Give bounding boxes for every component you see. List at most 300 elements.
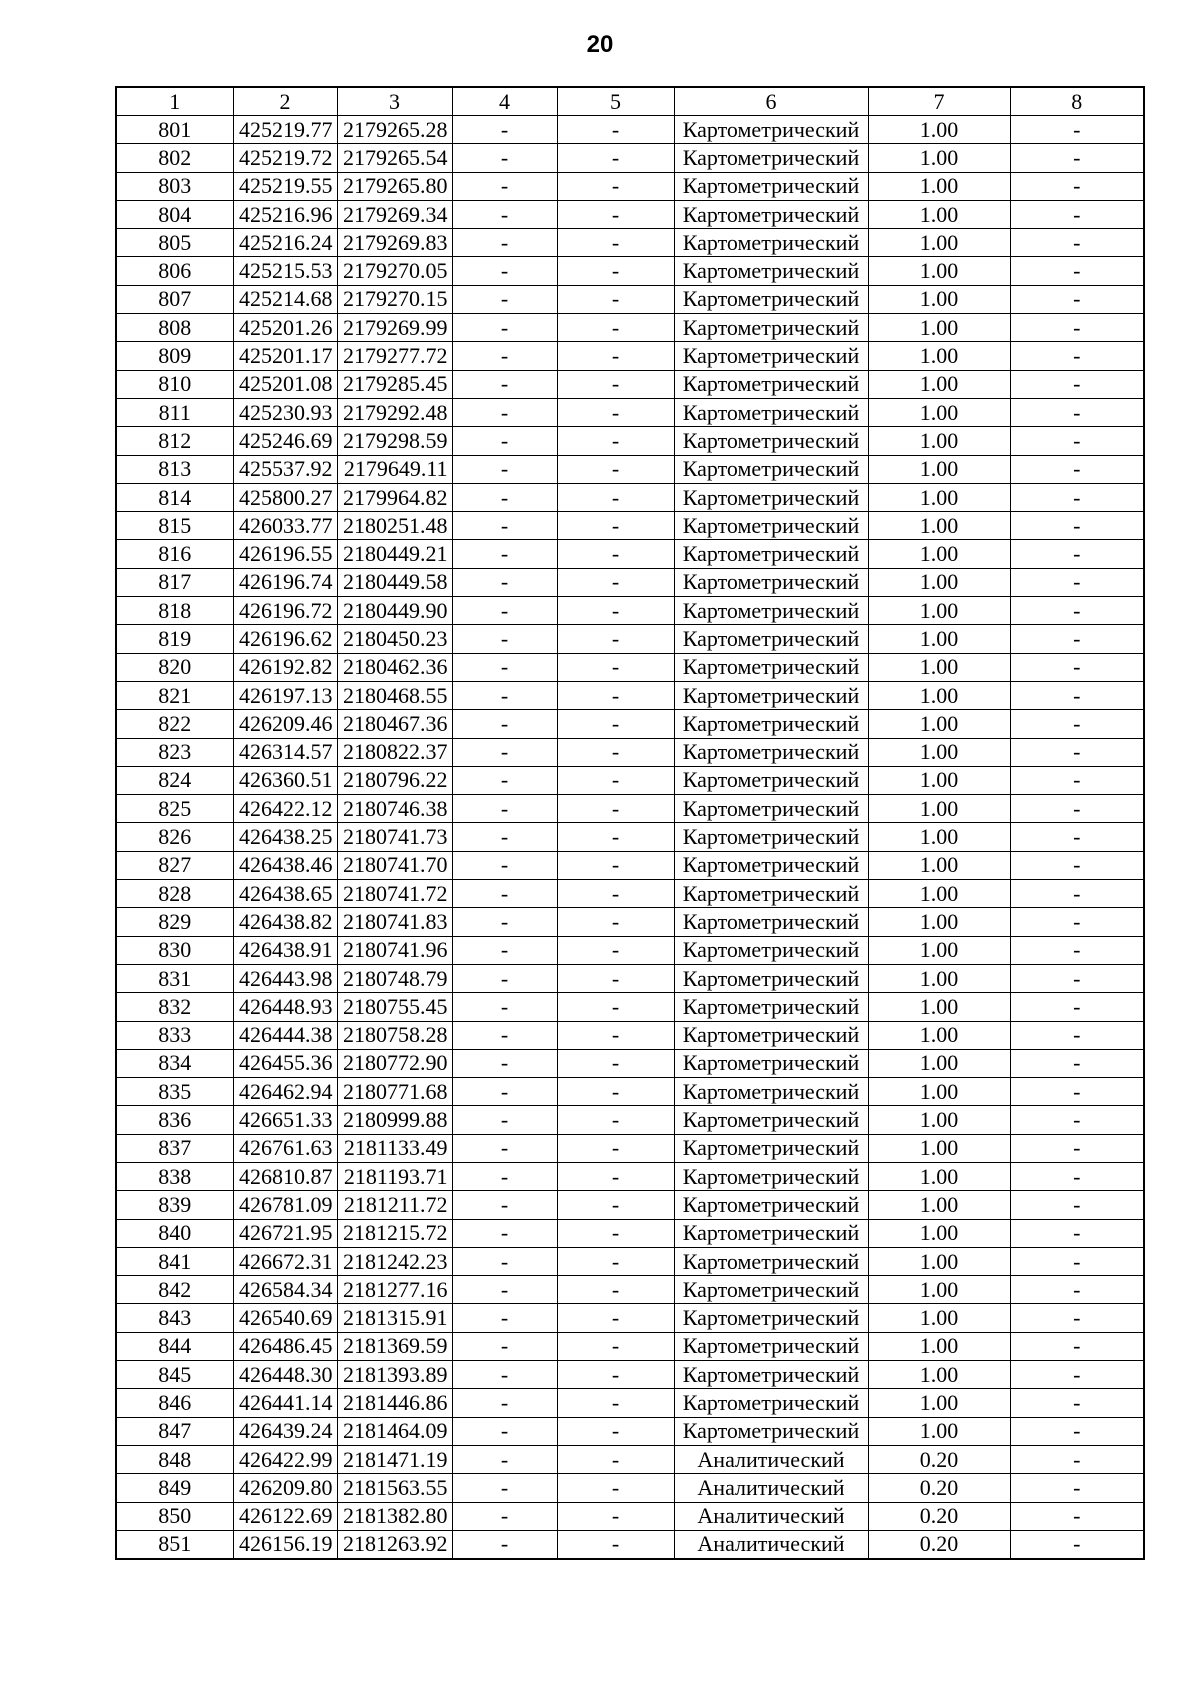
column-4-cell: -	[452, 200, 557, 228]
table-row	[116, 455, 1144, 483]
y-coordinate-cell: 2181563.55	[337, 1474, 452, 1502]
accuracy-cell: 1.00	[868, 1049, 1010, 1077]
y-coordinate-cell: 2181382.80	[337, 1502, 452, 1530]
table-row	[116, 1332, 1144, 1360]
table-row	[116, 993, 1144, 1021]
coordinates-table	[115, 86, 1145, 1560]
point-number-cell: 831	[116, 964, 233, 992]
accuracy-cell: 0.20	[868, 1502, 1010, 1530]
point-number-cell: 823	[116, 738, 233, 766]
table-row	[116, 710, 1144, 738]
column-4-cell: -	[452, 964, 557, 992]
x-coordinate-cell: 426540.69	[233, 1304, 337, 1332]
column-4-cell: -	[452, 1134, 557, 1162]
point-number-cell: 805	[116, 229, 233, 257]
y-coordinate-cell: 2180772.90	[337, 1049, 452, 1077]
y-coordinate-cell: 2181369.59	[337, 1332, 452, 1360]
column-8-cell: -	[1010, 285, 1144, 313]
column-8-cell: -	[1010, 738, 1144, 766]
point-number-cell: 819	[116, 625, 233, 653]
point-number-cell: 841	[116, 1247, 233, 1275]
y-coordinate-cell: 2180755.45	[337, 993, 452, 1021]
point-number-cell: 840	[116, 1219, 233, 1247]
table-row	[116, 597, 1144, 625]
accuracy-cell: 1.00	[868, 398, 1010, 426]
column-5-cell: -	[557, 540, 674, 568]
method-cell: Картометрический	[674, 597, 868, 625]
table-row	[116, 1445, 1144, 1473]
x-coordinate-cell: 425216.24	[233, 229, 337, 257]
y-coordinate-cell: 2180468.55	[337, 681, 452, 709]
column-5-cell: -	[557, 144, 674, 172]
y-coordinate-cell: 2180746.38	[337, 795, 452, 823]
method-cell: Картометрический	[674, 738, 868, 766]
y-coordinate-cell: 2180449.21	[337, 540, 452, 568]
accuracy-cell: 1.00	[868, 766, 1010, 794]
table-row	[116, 936, 1144, 964]
y-coordinate-cell: 2181315.91	[337, 1304, 452, 1332]
table-row	[116, 568, 1144, 596]
x-coordinate-cell: 425201.26	[233, 314, 337, 342]
table-row	[116, 398, 1144, 426]
column-8-cell: -	[1010, 427, 1144, 455]
x-coordinate-cell: 426443.98	[233, 964, 337, 992]
y-coordinate-cell: 2179649.11	[337, 455, 452, 483]
table-row	[116, 823, 1144, 851]
accuracy-cell: 1.00	[868, 342, 1010, 370]
table-row	[116, 681, 1144, 709]
y-coordinate-cell: 2180467.36	[337, 710, 452, 738]
method-cell: Картометрический	[674, 681, 868, 709]
accuracy-cell: 1.00	[868, 681, 1010, 709]
column-4-cell: -	[452, 766, 557, 794]
x-coordinate-cell: 426462.94	[233, 1078, 337, 1106]
point-number-cell: 821	[116, 681, 233, 709]
column-4-cell: -	[452, 483, 557, 511]
y-coordinate-cell: 2181215.72	[337, 1219, 452, 1247]
table-row	[116, 1191, 1144, 1219]
column-8-cell: -	[1010, 993, 1144, 1021]
column-4-cell: -	[452, 908, 557, 936]
x-coordinate-cell: 425800.27	[233, 483, 337, 511]
method-cell: Картометрический	[674, 766, 868, 794]
column-4-cell: -	[452, 568, 557, 596]
accuracy-cell: 1.00	[868, 1219, 1010, 1247]
table-row	[116, 880, 1144, 908]
column-8-cell: -	[1010, 398, 1144, 426]
accuracy-cell: 1.00	[868, 1389, 1010, 1417]
method-cell: Картометрический	[674, 851, 868, 879]
accuracy-cell: 1.00	[868, 144, 1010, 172]
accuracy-cell: 1.00	[868, 908, 1010, 936]
column-8-cell: -	[1010, 851, 1144, 879]
x-coordinate-cell: 425215.53	[233, 257, 337, 285]
column-5-cell: -	[557, 936, 674, 964]
y-coordinate-cell: 2179270.15	[337, 285, 452, 313]
point-number-cell: 846	[116, 1389, 233, 1417]
table-row	[116, 200, 1144, 228]
y-coordinate-cell: 2180741.83	[337, 908, 452, 936]
y-coordinate-cell: 2180741.72	[337, 880, 452, 908]
x-coordinate-cell: 426156.19	[233, 1530, 337, 1559]
column-4-cell: -	[452, 1276, 557, 1304]
point-number-cell: 804	[116, 200, 233, 228]
x-coordinate-cell: 426360.51	[233, 766, 337, 794]
accuracy-cell: 1.00	[868, 795, 1010, 823]
column-5-cell: -	[557, 1530, 674, 1559]
column-4-cell: -	[452, 710, 557, 738]
column-4-cell: -	[452, 851, 557, 879]
accuracy-cell: 1.00	[868, 653, 1010, 681]
x-coordinate-cell: 426122.69	[233, 1502, 337, 1530]
point-number-cell: 843	[116, 1304, 233, 1332]
accuracy-cell: 1.00	[868, 1332, 1010, 1360]
column-4-cell: -	[452, 1106, 557, 1134]
method-cell: Картометрический	[674, 285, 868, 313]
point-number-cell: 851	[116, 1530, 233, 1559]
column-5-cell: -	[557, 710, 674, 738]
y-coordinate-cell: 2180741.70	[337, 851, 452, 879]
x-coordinate-cell: 426314.57	[233, 738, 337, 766]
method-cell: Картометрический	[674, 1106, 868, 1134]
table-row	[116, 370, 1144, 398]
y-coordinate-cell: 2180748.79	[337, 964, 452, 992]
method-cell: Картометрический	[674, 964, 868, 992]
point-number-cell: 815	[116, 512, 233, 540]
method-cell: Картометрический	[674, 1417, 868, 1445]
point-number-cell: 848	[116, 1445, 233, 1473]
x-coordinate-cell: 426209.46	[233, 710, 337, 738]
column-8-cell: -	[1010, 172, 1144, 200]
method-cell: Картометрический	[674, 653, 868, 681]
x-coordinate-cell: 425230.93	[233, 398, 337, 426]
column-8-cell: -	[1010, 795, 1144, 823]
column-5-cell: -	[557, 1021, 674, 1049]
accuracy-cell: 1.00	[868, 314, 1010, 342]
column-8-cell: -	[1010, 625, 1144, 653]
table-row	[116, 1106, 1144, 1134]
method-cell: Картометрический	[674, 144, 868, 172]
method-cell: Картометрический	[674, 1361, 868, 1389]
x-coordinate-cell: 426209.80	[233, 1474, 337, 1502]
accuracy-cell: 1.00	[868, 1078, 1010, 1106]
column-5-cell: -	[557, 681, 674, 709]
x-coordinate-cell: 426033.77	[233, 512, 337, 540]
method-cell: Картометрический	[674, 1247, 868, 1275]
table-row	[116, 1417, 1144, 1445]
accuracy-cell: 1.00	[868, 229, 1010, 257]
column-4-cell: -	[452, 823, 557, 851]
y-coordinate-cell: 2181464.09	[337, 1417, 452, 1445]
column-header-6: 6	[674, 87, 868, 116]
table-row	[116, 1021, 1144, 1049]
column-8-cell: -	[1010, 116, 1144, 144]
table-row	[116, 625, 1144, 653]
column-4-cell: -	[452, 1219, 557, 1247]
accuracy-cell: 1.00	[868, 710, 1010, 738]
x-coordinate-cell: 425537.92	[233, 455, 337, 483]
column-8-cell: -	[1010, 1078, 1144, 1106]
column-5-cell: -	[557, 229, 674, 257]
x-coordinate-cell: 426721.95	[233, 1219, 337, 1247]
column-5-cell: -	[557, 512, 674, 540]
y-coordinate-cell: 2179269.83	[337, 229, 452, 257]
method-cell: Картометрический	[674, 483, 868, 511]
column-5-cell: -	[557, 908, 674, 936]
column-4-cell: -	[452, 1304, 557, 1332]
column-header-7: 7	[868, 87, 1010, 116]
method-cell: Картометрический	[674, 993, 868, 1021]
column-4-cell: -	[452, 1530, 557, 1559]
x-coordinate-cell: 426438.46	[233, 851, 337, 879]
method-cell: Картометрический	[674, 1162, 868, 1190]
accuracy-cell: 1.00	[868, 540, 1010, 568]
x-coordinate-cell: 426196.62	[233, 625, 337, 653]
table-row	[116, 1276, 1144, 1304]
column-5-cell: -	[557, 1049, 674, 1077]
x-coordinate-cell: 426441.14	[233, 1389, 337, 1417]
method-cell: Картометрический	[674, 710, 868, 738]
method-cell: Картометрический	[674, 1304, 868, 1332]
column-4-cell: -	[452, 653, 557, 681]
accuracy-cell: 1.00	[868, 370, 1010, 398]
table-row	[116, 1530, 1144, 1559]
column-5-cell: -	[557, 257, 674, 285]
table-row	[116, 1474, 1144, 1502]
point-number-cell: 842	[116, 1276, 233, 1304]
method-cell: Картометрический	[674, 370, 868, 398]
point-number-cell: 811	[116, 398, 233, 426]
point-number-cell: 836	[116, 1106, 233, 1134]
y-coordinate-cell: 2179298.59	[337, 427, 452, 455]
column-5-cell: -	[557, 1162, 674, 1190]
point-number-cell: 808	[116, 314, 233, 342]
y-coordinate-cell: 2179269.99	[337, 314, 452, 342]
point-number-cell: 803	[116, 172, 233, 200]
accuracy-cell: 1.00	[868, 1247, 1010, 1275]
y-coordinate-cell: 2179265.28	[337, 116, 452, 144]
method-cell: Картометрический	[674, 342, 868, 370]
point-number-cell: 813	[116, 455, 233, 483]
method-cell: Картометрический	[674, 116, 868, 144]
x-coordinate-cell: 426448.93	[233, 993, 337, 1021]
point-number-cell: 830	[116, 936, 233, 964]
accuracy-cell: 1.00	[868, 1021, 1010, 1049]
table-row	[116, 1361, 1144, 1389]
x-coordinate-cell: 426197.13	[233, 681, 337, 709]
y-coordinate-cell: 2181446.86	[337, 1389, 452, 1417]
y-coordinate-cell: 2180822.37	[337, 738, 452, 766]
column-5-cell: -	[557, 1361, 674, 1389]
y-coordinate-cell: 2181277.16	[337, 1276, 452, 1304]
column-header-2: 2	[233, 87, 337, 116]
column-4-cell: -	[452, 1389, 557, 1417]
x-coordinate-cell: 426781.09	[233, 1191, 337, 1219]
column-5-cell: -	[557, 964, 674, 992]
y-coordinate-cell: 2181193.71	[337, 1162, 452, 1190]
column-5-cell: -	[557, 1106, 674, 1134]
column-4-cell: -	[452, 1078, 557, 1106]
column-4-cell: -	[452, 625, 557, 653]
point-number-cell: 814	[116, 483, 233, 511]
x-coordinate-cell: 426196.72	[233, 597, 337, 625]
method-cell: Картометрический	[674, 1049, 868, 1077]
method-cell: Картометрический	[674, 1078, 868, 1106]
accuracy-cell: 1.00	[868, 568, 1010, 596]
x-coordinate-cell: 426448.30	[233, 1361, 337, 1389]
table-row	[116, 1134, 1144, 1162]
table-row	[116, 1078, 1144, 1106]
column-8-cell: -	[1010, 540, 1144, 568]
point-number-cell: 820	[116, 653, 233, 681]
column-4-cell: -	[452, 229, 557, 257]
column-4-cell: -	[452, 1332, 557, 1360]
column-4-cell: -	[452, 512, 557, 540]
column-8-cell: -	[1010, 1134, 1144, 1162]
method-cell: Картометрический	[674, 398, 868, 426]
accuracy-cell: 0.20	[868, 1474, 1010, 1502]
method-cell: Картометрический	[674, 172, 868, 200]
column-5-cell: -	[557, 1445, 674, 1473]
column-4-cell: -	[452, 795, 557, 823]
accuracy-cell: 1.00	[868, 483, 1010, 511]
column-5-cell: -	[557, 427, 674, 455]
table-row	[116, 851, 1144, 879]
column-4-cell: -	[452, 1162, 557, 1190]
method-cell: Картометрический	[674, 908, 868, 936]
column-4-cell: -	[452, 1247, 557, 1275]
point-number-cell: 802	[116, 144, 233, 172]
column-8-cell: -	[1010, 1445, 1144, 1473]
point-number-cell: 833	[116, 1021, 233, 1049]
x-coordinate-cell: 425201.17	[233, 342, 337, 370]
table-row	[116, 1247, 1144, 1275]
method-cell: Картометрический	[674, 512, 868, 540]
point-number-cell: 810	[116, 370, 233, 398]
column-4-cell: -	[452, 993, 557, 1021]
column-5-cell: -	[557, 455, 674, 483]
accuracy-cell: 1.00	[868, 200, 1010, 228]
point-number-cell: 809	[116, 342, 233, 370]
point-number-cell: 806	[116, 257, 233, 285]
method-cell: Картометрический	[674, 823, 868, 851]
table-row	[116, 1049, 1144, 1077]
column-4-cell: -	[452, 738, 557, 766]
point-number-cell: 845	[116, 1361, 233, 1389]
table-row	[116, 738, 1144, 766]
accuracy-cell: 1.00	[868, 1162, 1010, 1190]
point-number-cell: 835	[116, 1078, 233, 1106]
column-4-cell: -	[452, 398, 557, 426]
table-row	[116, 540, 1144, 568]
x-coordinate-cell: 425219.55	[233, 172, 337, 200]
column-8-cell: -	[1010, 200, 1144, 228]
column-8-cell: -	[1010, 314, 1144, 342]
column-8-cell: -	[1010, 1304, 1144, 1332]
point-number-cell: 828	[116, 880, 233, 908]
point-number-cell: 847	[116, 1417, 233, 1445]
column-5-cell: -	[557, 851, 674, 879]
column-5-cell: -	[557, 1219, 674, 1247]
column-8-cell: -	[1010, 1247, 1144, 1275]
x-coordinate-cell: 426439.24	[233, 1417, 337, 1445]
y-coordinate-cell: 2180449.58	[337, 568, 452, 596]
column-header-1: 1	[116, 87, 233, 116]
accuracy-cell: 1.00	[868, 512, 1010, 540]
column-8-cell: -	[1010, 1162, 1144, 1190]
y-coordinate-cell: 2181242.23	[337, 1247, 452, 1275]
accuracy-cell: 1.00	[868, 257, 1010, 285]
column-5-cell: -	[557, 1304, 674, 1332]
point-number-cell: 826	[116, 823, 233, 851]
column-5-cell: -	[557, 1417, 674, 1445]
column-4-cell: -	[452, 370, 557, 398]
column-4-cell: -	[452, 427, 557, 455]
point-number-cell: 829	[116, 908, 233, 936]
table-row	[116, 766, 1144, 794]
column-5-cell: -	[557, 116, 674, 144]
point-number-cell: 849	[116, 1474, 233, 1502]
method-cell: Картометрический	[674, 1134, 868, 1162]
column-5-cell: -	[557, 370, 674, 398]
accuracy-cell: 1.00	[868, 1191, 1010, 1219]
table-row	[116, 229, 1144, 257]
column-4-cell: -	[452, 1417, 557, 1445]
column-5-cell: -	[557, 1134, 674, 1162]
accuracy-cell: 1.00	[868, 936, 1010, 964]
x-coordinate-cell: 426196.55	[233, 540, 337, 568]
x-coordinate-cell: 425214.68	[233, 285, 337, 313]
table-row	[116, 1389, 1144, 1417]
y-coordinate-cell: 2181211.72	[337, 1191, 452, 1219]
table-row	[116, 483, 1144, 511]
column-8-cell: -	[1010, 1332, 1144, 1360]
column-5-cell: -	[557, 653, 674, 681]
accuracy-cell: 1.00	[868, 964, 1010, 992]
x-coordinate-cell: 426486.45	[233, 1332, 337, 1360]
method-cell: Аналитический	[674, 1474, 868, 1502]
column-header-3: 3	[337, 87, 452, 116]
column-5-cell: -	[557, 823, 674, 851]
column-4-cell: -	[452, 1502, 557, 1530]
accuracy-cell: 1.00	[868, 597, 1010, 625]
x-coordinate-cell: 426422.99	[233, 1445, 337, 1473]
method-cell: Картометрический	[674, 568, 868, 596]
table-row	[116, 1162, 1144, 1190]
column-8-cell: -	[1010, 1389, 1144, 1417]
column-4-cell: -	[452, 1049, 557, 1077]
column-8-cell: -	[1010, 1021, 1144, 1049]
point-number-cell: 824	[116, 766, 233, 794]
x-coordinate-cell: 426761.63	[233, 1134, 337, 1162]
column-8-cell: -	[1010, 653, 1144, 681]
table-row	[116, 116, 1144, 144]
table-row	[116, 512, 1144, 540]
table-row	[116, 795, 1144, 823]
column-4-cell: -	[452, 116, 557, 144]
x-coordinate-cell: 426455.36	[233, 1049, 337, 1077]
point-number-cell: 832	[116, 993, 233, 1021]
accuracy-cell: 1.00	[868, 1417, 1010, 1445]
table-row	[116, 1304, 1144, 1332]
column-4-cell: -	[452, 172, 557, 200]
column-5-cell: -	[557, 483, 674, 511]
y-coordinate-cell: 2179269.34	[337, 200, 452, 228]
column-4-cell: -	[452, 1445, 557, 1473]
x-coordinate-cell: 426584.34	[233, 1276, 337, 1304]
column-5-cell: -	[557, 625, 674, 653]
table-row	[116, 314, 1144, 342]
